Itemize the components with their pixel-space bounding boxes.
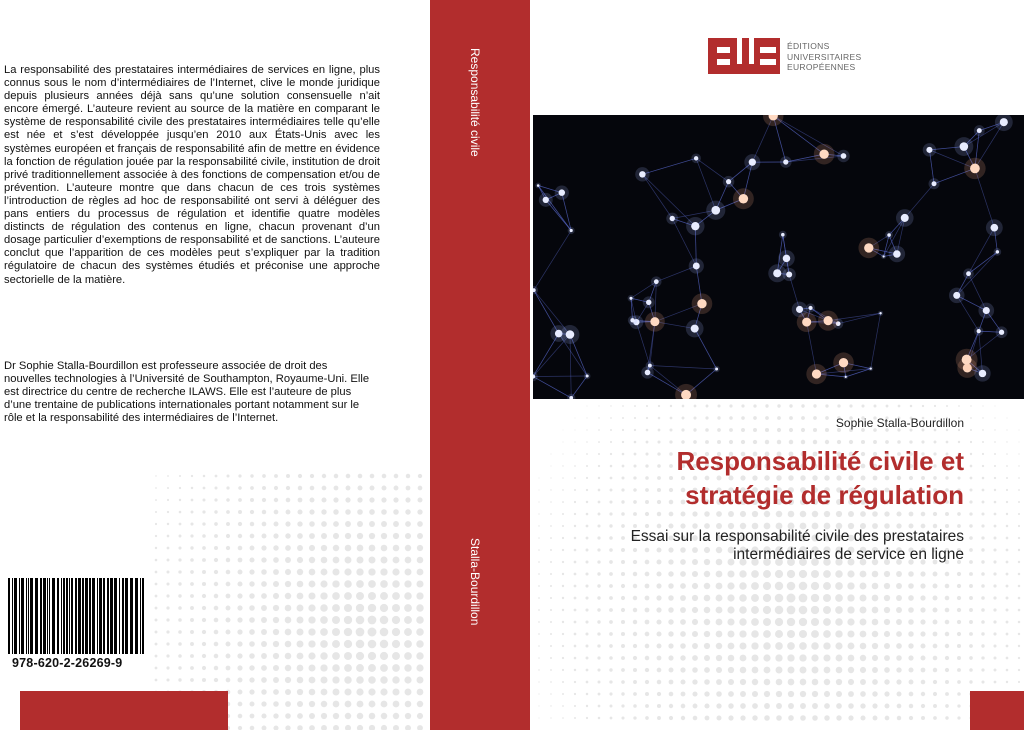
- title-line: Responsabilité civile et: [676, 446, 964, 476]
- back-summary: La responsabilité des prestataires intermédiaires de services en ligne, plus connus sous le nom d’intermédiaires de l’Internet, clive le monde juridique depuis plusieurs années déjà sans qu’une solution consensuelle n’ait encore émergé. L’auteure revient au source de la matière en comparant le système de responsabilité civile des prestataires intermédiaires telle qu’elle est née et s’est développée jusqu’en 2010 aux États-Unis avec les systèmes européen et français de responsabilité afin de mettre en évidence la fonction de régulation jouée par la responsabilité civile, institution de droit privé traditionnellement associée à des fonctions de compensation et/ou de prévention. L’auteure montre que dans chacun de ces trois systèmes l’introduction de règles ad hoc de responsabilité ont servi à déléguer des pans entiers du processus de régulation et identifie quatre modèles distincts de régulation des contenus en ligne, chacun provenant d’un dosage particulier d’exemptions de responsabilité et de sanctions. L’auteure conclut que l’apparition de ces modèles peut s’expliquer par la tradition régulatoire de chacun des systèmes étudiés et préconise une approche sectorielle de la matière.: [4, 64, 380, 286]
- isbn-number: 978-620-2-26269-9: [12, 656, 123, 670]
- spine-title: Responsabilité civile: [468, 48, 482, 157]
- book-subtitle: Essai sur la responsabilité civile des prestataires intermédiaires de service en ligne: [630, 528, 964, 563]
- network-image: [533, 115, 1024, 399]
- back-accent-bar: [20, 691, 228, 730]
- publisher-name: [787, 41, 861, 73]
- book-author: Sophie Stalla-Bourdillon: [835, 416, 964, 430]
- publisher-logo-icon: [708, 38, 780, 74]
- publisher-line: ÉDITIONS: [787, 41, 830, 51]
- publisher-line: UNIVERSITAIRES: [787, 51, 862, 62]
- author-bio: Dr Sophie Stalla-Bourdillon est professeure associée de droit des nouvelles technologies à l’Université de Southampton, Royaume-Uni. Elle est directrice du centre de recherche ILAWS. Elle est l’auteure de plus d’une trentaine de publications internationales portant notamment sur le rôle et la responsabilité des intermédiaires de l’Internet.: [4, 360, 370, 425]
- barcode-icon: [8, 578, 148, 654]
- front-accent-bar: [970, 691, 1024, 730]
- publisher-line: EUROPÉENNES: [787, 62, 856, 72]
- spine-author: Stalla-Bourdillon: [468, 538, 482, 626]
- book-title: [676, 444, 964, 512]
- title-line: stratégie de régulation: [685, 480, 964, 510]
